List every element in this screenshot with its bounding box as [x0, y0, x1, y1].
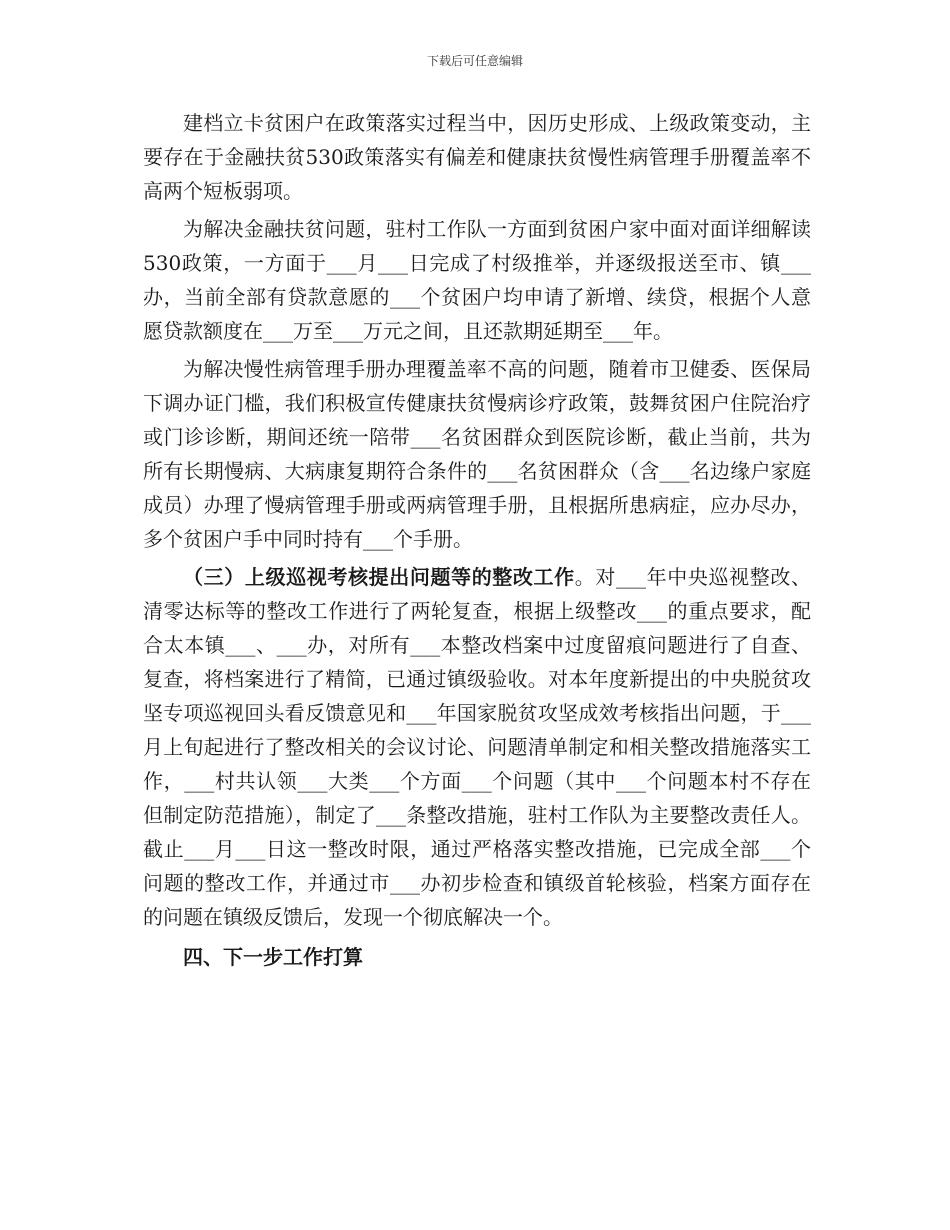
section-heading: 四、下一步工作打算 [183, 945, 363, 969]
subsection-title: （三）上级巡视考核提出问题等的整改工作 [183, 565, 575, 589]
paragraph-1: 建档立卡贫困户在政策落实过程当中，因历史形成、上级政策变动，主要存在于金融扶贫530政策落实有偏差和健康扶贫慢性病管理手册覆盖率不高两个短板弱项。 [143, 111, 811, 203]
page-header: 下载后可任意编辑 [426, 54, 523, 68]
paragraph-3: 为解决慢性病管理手册办理覆盖率不高的问题，随着市卫健委、医保局下调办证门槛，我们积极宣传健康扶贫慢病诊疗政策，鼓舞贫困户住院治疗或门诊诊断，期间还统一陪带___名贫困群众到医院诊断，截止当前，共为所有长期慢病、大病康复期符合条件的___名贫困群众（含___名边缘户家庭成员）办理了慢病管理手册或两病管理手册，且根据所患病症，应办尽办，多个贫困户手中同时持有___个手册。 [143, 357, 811, 551]
paragraph-2: 为解决金融扶贫问题，驻村工作队一方面到贫困户家中面对面详细解读530政策，一方面于___月___日完成了村级推举，并逐级报送至市、镇___办，当前全部有贷款意愿的___个贫困户均申请了新增、续贷，根据个人意愿贷款额度在___万至___万元之间，且还款期延期至___年。 [143, 217, 811, 343]
paragraph-4 [143, 560, 811, 934]
document-body [143, 106, 811, 974]
paragraph-4-text: 。对___年中央巡视整改、清零达标等的整改工作进行了两轮复查，根据上级整改___的重点要求，配合太本镇___、___办，对所有___本整改档案中过度留痕问题进行了自查、复查，将档案进行了精简，已通过镇级验收。对本年度新提出的中央脱贫攻坚专项巡视回头看反馈意见和___年国家脱贫攻坚成效考核指出问题，于___月上旬起进行了整改相关的会议讨论、问题清单制定和相关整改措施落实工作，___村共认领___大类___个方面___个问题（其中___个问题本村不存在但制定防范措施），制定了___条整改措施，驻村工作队为主要整改责任人。截止___月___日这一整改时限，通过严格落实整改措施，已完成全部___个问题的整改工作，并通过市___办初步检查和镇级首轮核验，档案方面存在的问题在镇级反馈后，发现一个彻底解决一个。 [143, 565, 812, 929]
